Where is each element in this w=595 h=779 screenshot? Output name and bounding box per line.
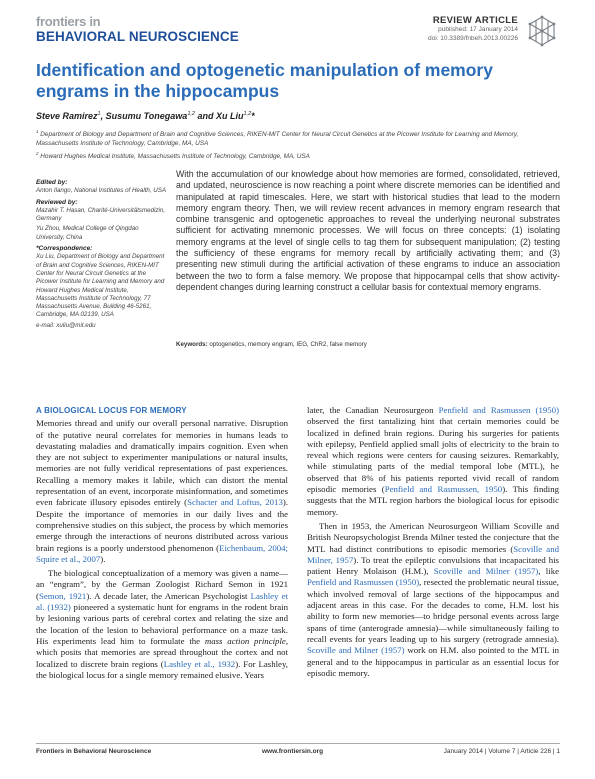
footer-url[interactable]: www.frontiersin.org [262,748,324,755]
edited-by[interactable]: Anton Ilango, National Institutes of Health, USA [36,187,167,195]
citation-link[interactable]: Scoville and Milner, 1957 [307,543,559,565]
body-paragraph: Then in 1953, the American Neurosurgeon William Scoville and British Neuropsychologist Brenda Milner tested the conjecture that the MTL had distinct contributions to episodic memories (Scoville and Milner, 1957). To treat the epileptic convulsions that incapacitated his patient Henry Molaison (H.M.), Scoville and Milner (1957), like Penfield and Rasmussen (1950), resected the problematic neural tissue, which involved removal of large sections of the hippocampus and adjacent areas in this case. For the decades to come, H.M. lost his ability to form new memories—to bridge personal events across large spans of time (anterograde amnesia)—while simultaneously failing to recall events for years leading up to his surgery (retrograde amnesia). Scoville and Milner (1957) work on H.M. also pointed to the MTL in general and to the hippocampus in particular as an essential locus for episodic memory. [307,520,559,678]
network-logo-icon [524,13,560,49]
citation-link[interactable]: Penfield and Rasmussen (1950) [307,577,420,588]
correspondence-address: Xu Liu, Department of Biology and Department of Brain and Cognitive Sciences, RIKEN-MIT Center for Neural Circuit Genetics at the Picower Institute for Learning and Memory and Howard Hughes Medical Institute, Massachusetts Institute of Technology, 77 Massachusetts Avenue, Building 46-5261, Cambridge, MA 02139, USA [36,253,165,319]
published-date: published: 17 January 2014 [438,26,518,33]
citation-link[interactable]: Eichenbaum, 2004; Squire et al., 2007 [36,542,288,564]
doi-link[interactable]: doi: 10.3389/fnbeh.2013.00226 [427,34,518,42]
keywords-label: Keywords: [176,341,208,348]
section-heading: A BIOLOGICAL LOCUS FOR MEMORY [36,406,187,415]
affiliation-2 [36,150,560,162]
footer-journal: Frontiers in Behavioral Neuroscience [36,748,152,755]
author-separator: and [194,111,216,121]
citation-link[interactable]: Schacter and Loftus, 2013 [187,497,283,508]
reviewed-by-label: Reviewed by: [36,198,78,206]
author-name[interactable]: Steve Ramirez [36,111,98,121]
author-affil-mark: 1,2 [187,111,195,117]
affil-number: 2 [36,151,39,156]
reviewer[interactable]: Yu Zhou, Medical College of Qingdao University, China [36,225,139,241]
body-paragraph: The biological conceptualization of a memory was given a name—an “engram”, by the German Zoologist Richard Semon in 1921 (Semon, 1921). A decade later, the American Psychologist Lashley et al. (1932) pioneered a systematic hunt for engrams in the rodent brain by lesioning various parts of cerebral cortex and relating the size and the location of the lesion to behavioral performance on a maze task. His experiments lead him to formulate the mass action principle, which posits that memories are spread throughout the cortex and not localized to discrete brain regions (Lashley et al., 1932). For Lashley, the biological locus for a single memory remained elusive. Years [36,568,289,680]
citation-link[interactable]: Lashley et al. (1932) [36,590,288,613]
article-title: Identification and optogenetic manipulation of memory engrams in the hippocampus [36,60,493,101]
abstract: With the accumulation of our knowledge about how memories are formed, consolidated, retrieved, and updated, neuroscience is now reaching a point where discrete memories can be identified and manipulated at rapid timescales. Here, we start with historical studies that lead to the modern memory engram theory. Then, we will review recent advances in memory engram research that combine transgenic and optogenetic approaches to reveal the underlying neuronal substrates sufficient for activating mnemonic processes. We will focus on three concepts: (1) isolating memory engrams at the level of single cells to tag them for subsequent manipulation; (2) testing the sufficiency of these engrams for memory recall by artificially activating them; and (3) presenting new stimuli during the artificial activation of these engrams to induce an association between the two to form a false memory. We propose that hippocampal cells that show activity-dependent changes during learning construct a cellular basis for contextual memory engrams. [176,169,560,292]
reviewer[interactable]: Mazahir T. Hasan, Charité-Universitätsmedizin, Germany [36,206,166,223]
emphasis: mass action principle [204,635,286,646]
keywords [176,341,560,348]
logo-line2: BEHAVIORAL NEUROSCIENCE [36,29,239,44]
citation-link[interactable]: Scoville and Milner (1957) [433,566,539,577]
page-header [36,13,560,53]
journal-logo[interactable] [36,15,239,44]
citation-link[interactable]: Scoville and Milner (1957) [307,645,405,656]
citation-link[interactable]: Lashley et al., 1932 [163,658,236,669]
affil-number: 1 [36,129,39,134]
editor-sidebar [36,176,166,332]
body-column-left [36,405,288,681]
page-footer [36,743,560,757]
author-name[interactable]: Xu Liu [215,111,244,121]
correspondence-label: *Correspondence: [36,245,93,253]
edited-by-label: Edited by: [36,179,68,186]
citation-link[interactable]: Penfield and Rasmussen, 1950 [384,484,503,495]
corresponding-mark: * [251,111,255,121]
author-separator: , [100,111,106,121]
footer-issue: January 2014 | Volume 7 | Article 226 | 1 [443,748,560,755]
keywords-list: optogenetics, memory engram, IEG, ChR2, false memory [207,341,367,348]
correspondence-email[interactable]: e-mail: xuliu@mit.edu [36,321,96,329]
author-list [36,111,255,121]
body-paragraph: Memories thread and unify our overall personal narrative. Disruption of the putative neural correlates for memories in humans leads to devastating maladies and dramatically impairs cognition. Even when they are not subject to experimenter manipulations or natural insults, memories are not fully veridical representations of past experiences. Recalling a memory makes it labile, which can distort the mental representation of an event, incorporate misinformation, and sometimes even fabricate illusory episodes entirely (Schacter and Loftus, 2013). Despite the importance of memories in our daily lives and the comprehensive studies on this subject, the process by which memories emerge through the interactions of neurons distributed across various brain regions is a poorly understood phenomenon (Eichenbaum, 2004; Squire et al., 2007). [36,418,288,564]
author-affil-mark: 1 [97,111,101,117]
citation-link[interactable]: Penfield and Rasmussen (1950) [438,405,559,415]
affiliation-1 [36,128,560,148]
author-affil-mark: 1,2 [243,111,252,117]
affil-text: Department of Biology and Department of Brain and Cognitive Sciences, RIKEN-MIT Center for Neural Circuit Genetics at the Picower Institute for Learning and Memory, Massachusetts Institute of Technology, Cambridge, MA, USA [36,131,519,147]
article-type: REVIEW ARTICLE [432,15,518,26]
body-column-right [307,405,559,679]
article-meta [428,15,518,43]
author-name[interactable]: Susumu Tonegawa [105,111,188,121]
affil-text: Howard Hughes Medical Institute, Massachusetts Institute of Technology, Cambridge, MA, USA [40,153,310,161]
logo-line1: frontiers in [36,14,101,29]
citation-link[interactable]: Semon, 1921 [38,590,87,601]
body-paragraph: later, the Canadian Neurosurgeon Penfield and Rasmussen (1950) observed the first tantalizing hint that certain memories could be localized in defined brain regions. During his surgeries for patients with epilepsy, Penfield applied small jolts of electricity to the brain to reveal which regions were centers for causing seizures. Remarkably, while stimulating parts of the medial temporal lobe (MTL), he observed that 8% of his patients reported vivid recall of random episodic memories (Penfield and Rasmussen, 1950). This finding suggests that the MTL region harbors the biological locus for episodic memory. [307,405,559,517]
